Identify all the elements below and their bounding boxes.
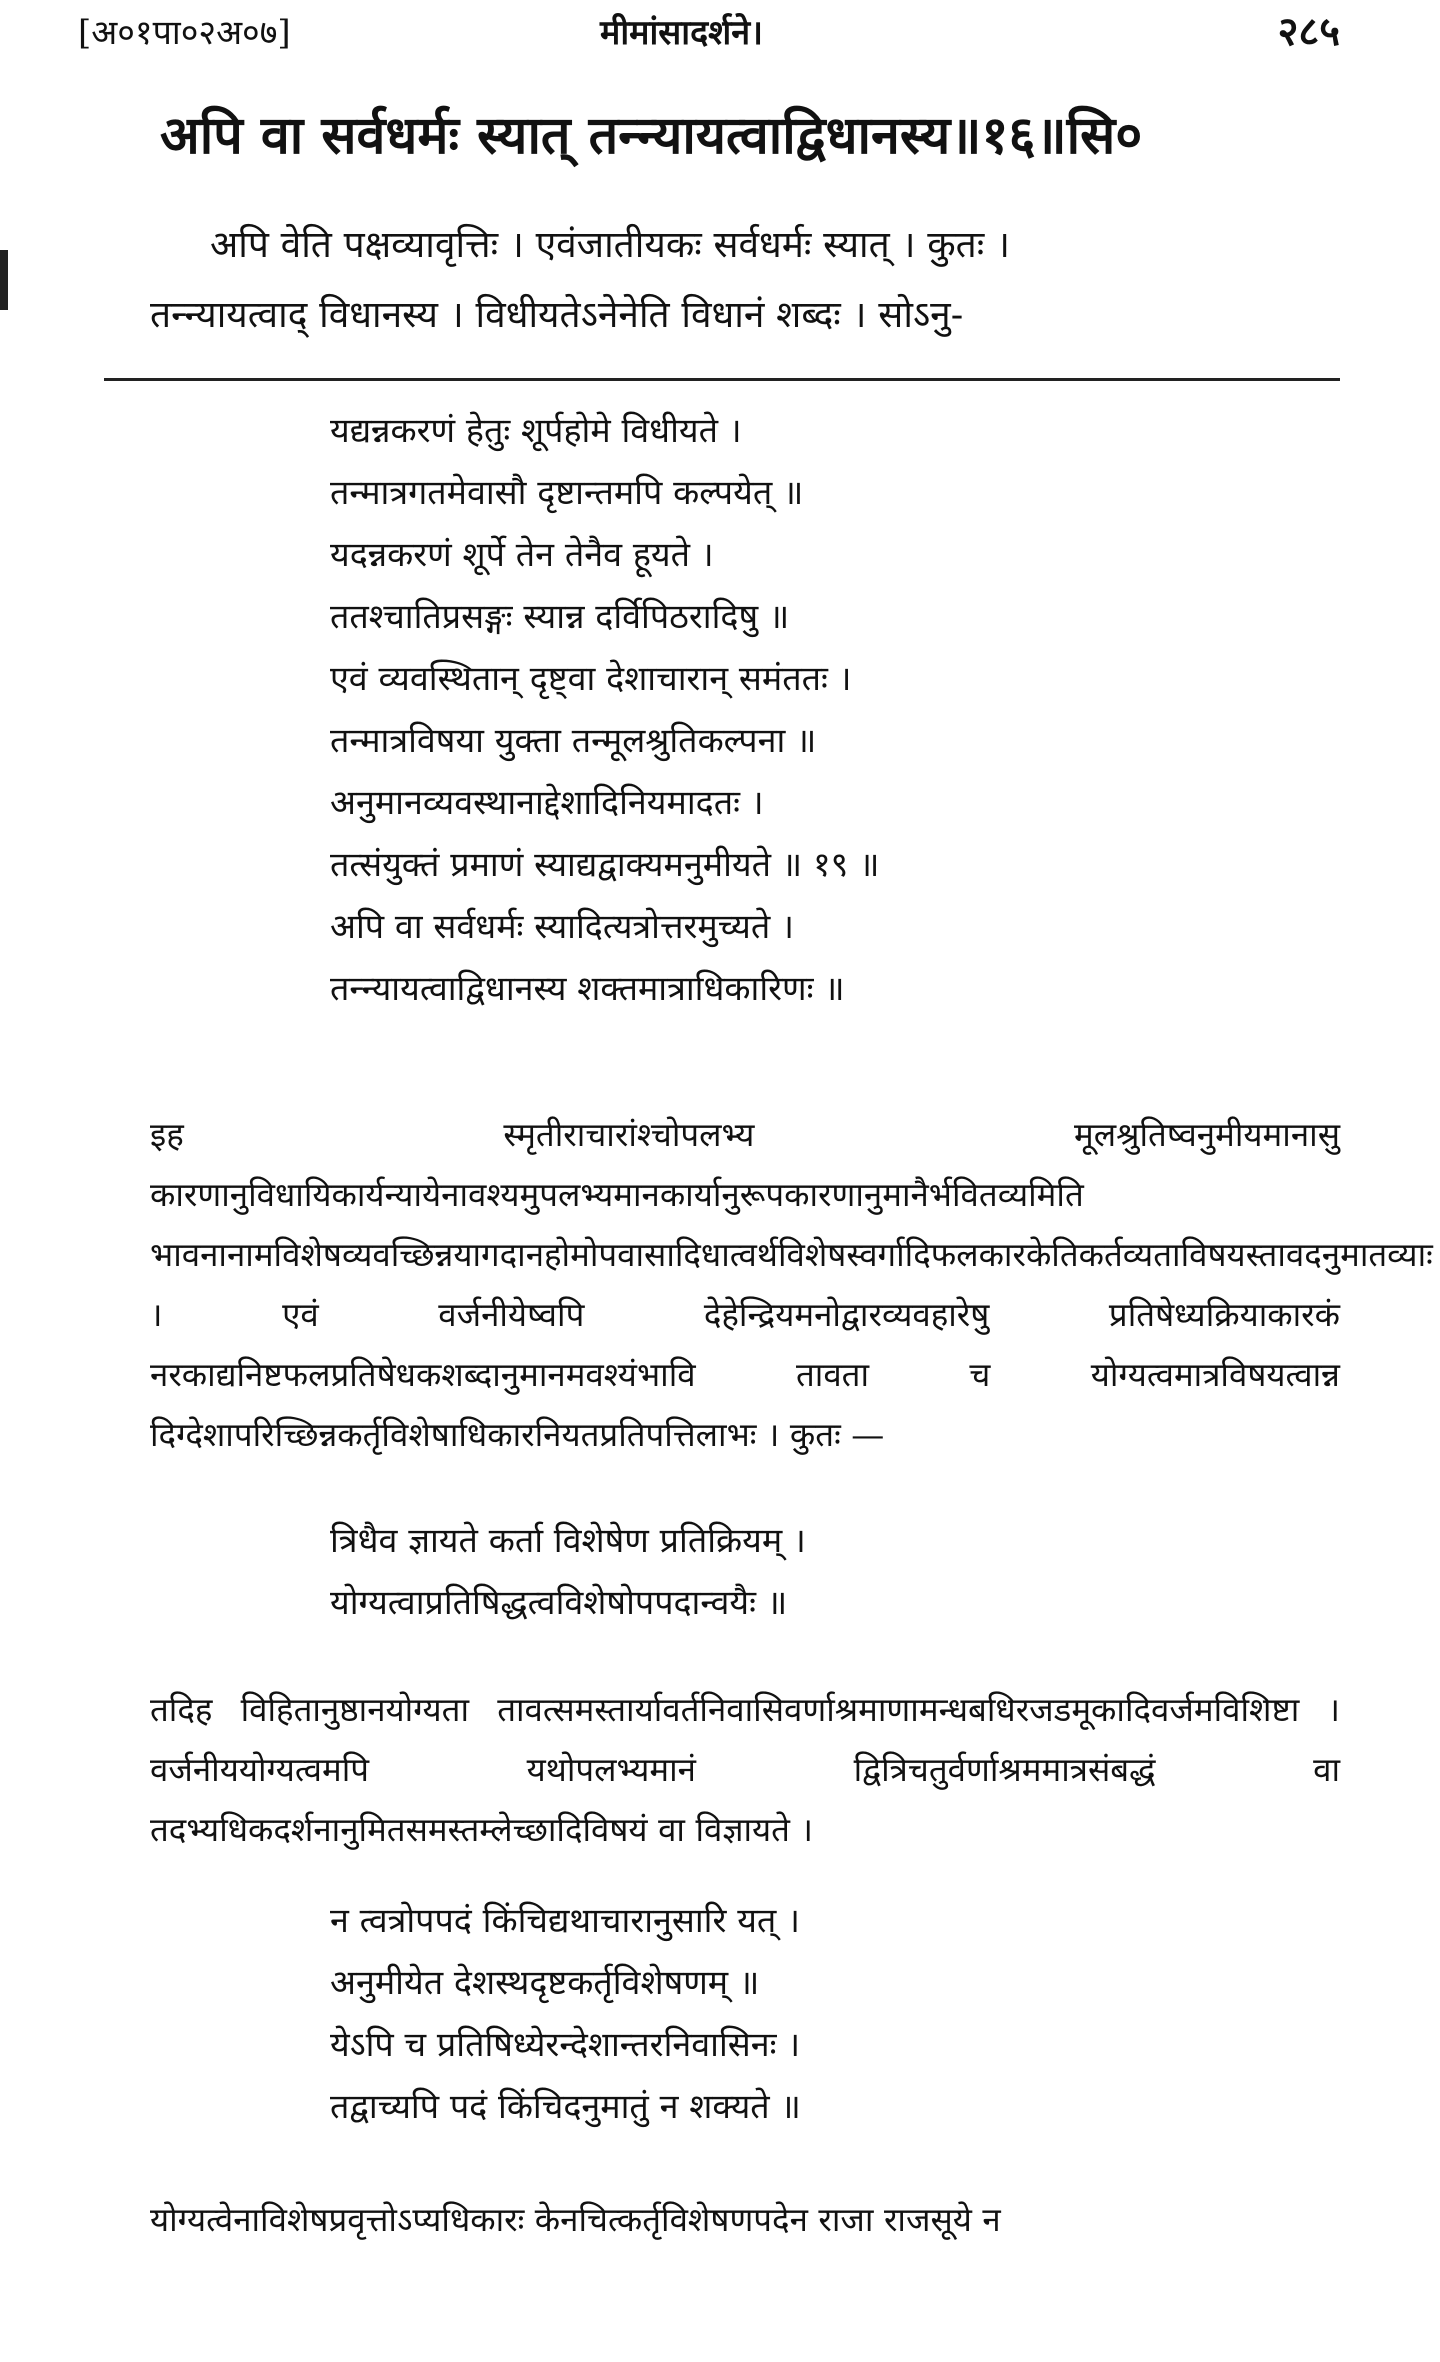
divider-rule <box>104 378 1340 381</box>
verse-line: ततश्चातिप्रसङ्गः स्यान्न दर्विपिठरादिषु ॥ <box>330 597 790 637</box>
verse-block <box>330 400 1330 1020</box>
verse-line: तत्संयुक्तं प्रमाणं स्याद्यद्वाक्यमनुमीयते ॥ १९ ॥ <box>330 845 880 885</box>
verse-line: अनुमानव्यवस्थानाद्देशादिनियमादतः । <box>330 783 764 823</box>
verse-line: योग्यत्वाप्रतिषिद्धत्वविशेषोपपदान्वयैः ॥ <box>330 1583 788 1623</box>
verse-block <box>330 1510 1330 1634</box>
verse-line: यदन्नकरणं शूर्पे तेन तेनैव हूयते । <box>330 535 714 575</box>
verse-line: तन्न्यायत्वाद्विधानस्य शक्तमात्राधिकारिणः ॥ <box>330 969 845 1009</box>
intro-line: अपि वेति पक्षव्यावृत्तिः । एवंजातीयकः सर्वधर्मः स्यात् । कुतः । <box>210 223 1011 266</box>
commentary-intro <box>150 210 1330 350</box>
verse-line: येऽपि च प्रतिषिध्येरन्देशान्तरनिवासिनः । <box>330 2025 801 2065</box>
running-header <box>0 2 1440 62</box>
verse-line: तन्मात्रविषया युक्ता तन्मूलश्रुतिकल्पना ॥ <box>330 721 817 761</box>
verse-line: तद्वाच्यपि पदं किंचिदनुमातुं न शक्यते ॥ <box>330 2087 801 2127</box>
paragraph-text: तदिह विहितानुष्ठानयोग्यता तावत्समस्तार्यावर्तनिवासिवर्णाश्रमाणामन्धबधिरजडमूकादिवर्जमविशिष्टा । वर्जनीययोग्यत्वमपि यथोपलभ्यमानं द्वित्रिचतुर्वर्णाश्रममात्रसंबद्धं वा तदभ्यधिकदर्शनानुमितसमस्तम्लेच्छादिविषयं वा विज्ञायते । <box>150 1690 1340 1849</box>
prose-paragraph <box>150 1680 1340 1860</box>
verse-line: यद्यन्नकरणं हेतुः शूर्पहोमे विधीयते । <box>330 411 742 451</box>
paragraph-text: योग्यत्वेनाविशेषप्रवृत्तोऽप्यधिकारः केनचित्कर्तृविशेषणपदेन राजा राजसूये न <box>150 2200 1001 2239</box>
verse-line: त्रिधैव ज्ञायते कर्ता विशेषेण प्रतिक्रियम् । <box>330 1521 806 1561</box>
verse-line: न त्वत्रोपपदं किंचिद्यथाचारानुसारि यत् । <box>330 1901 800 1941</box>
verse-line: एवं व्यवस्थितान् दृष्ट्वा देशाचारान् समंततः । <box>330 659 852 699</box>
prose-paragraph <box>150 2190 1340 2250</box>
verse-block <box>330 1890 1330 2138</box>
margin-mark <box>0 250 8 310</box>
chapter-reference: [अ०१पा०२अ०७] <box>78 13 291 53</box>
verse-line: तन्मात्रगतमेवासौ दृष्टान्तमपि कल्पयेत् ॥ <box>330 473 804 513</box>
verse-line: अनुमीयेत देशस्थदृष्टकर्तृविशेषणम् ॥ <box>330 1963 760 2003</box>
intro-line: तन्न्यायत्वाद् विधानस्य । विधीयतेऽनेनेति विधानं शब्दः । सोऽनु- <box>150 293 964 336</box>
verse-line: अपि वा सर्वधर्मः स्यादित्यत्रोत्तरमुच्यते । <box>330 907 794 947</box>
prose-paragraph <box>150 1105 1433 1465</box>
paragraph-text: इह स्मृतीराचारांश्चोपलभ्य मूलश्रुतिष्वनुमीयमानासु कारणानुविधायिकार्यन्यायेनावश्यमुपलभ्यमानकार्यानुरूपकारणानुमानैर्भवितव्यमिति भावनानामविशेषव्यवच्छिन्नयागदानहोमोपवासादिधात्वर्थविशेषस्वर्गादिफलकारकेतिकर्तव्यताविषयस्तावदनुमातव्याः । एवं वर्जनीयेष्वपि देहेन्द्रियमनोद्वारव्यवहारेषु प्रतिषेध्यक्रियाकारकं नरकाद्यनिष्टफलप्रतिषेधकशब्दानुमानमवश्यंभावि तावता च योग्यत्वमात्रविषयत्वान्न दिग्देशापरिच्छिन्नकर्तृविशेषाधिकारनियतप्रतिपत्तिलाभः । कुतः — <box>150 1115 1433 1454</box>
page-number: २८५ <box>1277 8 1340 55</box>
sutra-heading: अपि वा सर्वधर्मः स्यात् तन्न्यायत्वाद्विधानस्य॥१६॥सि० <box>160 105 1143 166</box>
book-title: मीमांसादर्शने। <box>600 13 763 53</box>
